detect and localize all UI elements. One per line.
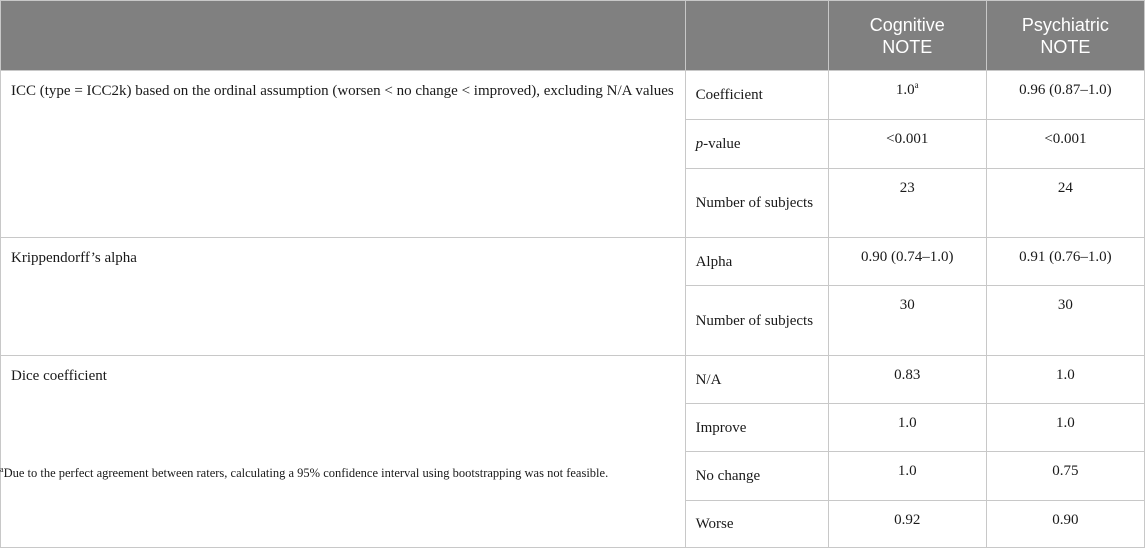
footnote-marker: a [914,80,919,90]
p-value-suffix: -value [703,136,741,152]
header-cognitive-line2: NOTE [882,36,933,57]
cognitive-value: 23 [828,169,986,238]
header-psychiatric-note [986,1,1144,71]
p-italic: p [695,136,704,152]
cognitive-value: 0.92 [828,501,986,548]
psychiatric-value: 1.0 [986,404,1144,452]
psychiatric-value: 1.0 [986,356,1144,404]
stat-label: Alpha [685,238,828,286]
stat-label: N/A [685,356,828,404]
psychiatric-value: 0.90 [986,501,1144,548]
stat-label: Number of subjects [685,169,828,238]
table-row [1,356,1145,404]
cognitive-value: 0.83 [828,356,986,404]
krippendorff-measure-label: Krippendorff’s alpha [1,238,686,356]
table-row [1,71,1145,120]
header-cognitive-note [828,1,986,71]
cognitive-coefficient: 1.0 [895,82,915,98]
psychiatric-value: 24 [986,169,1144,238]
psychiatric-value: 0.75 [986,452,1144,501]
footnote-text: Due to the perfect agreement between raters, calculating a 95% confidence interval using bootstrapping was not feasible. [3,466,609,480]
footnote-marker: a [0,465,4,474]
cognitive-value: 1.0 [828,452,986,501]
stat-label: Coefficient [685,71,828,120]
psychiatric-value: 30 [986,286,1144,356]
header-measure [1,1,686,71]
psychiatric-value: 0.91 (0.76–1.0) [986,238,1144,286]
cognitive-value: 30 [828,286,986,356]
cognitive-value: 1.0 [828,404,986,452]
header-statistic [685,1,828,71]
stat-label: Improve [685,404,828,452]
cognitive-value [828,71,986,120]
cognitive-value: <0.001 [828,120,986,169]
stat-label: No change [685,452,828,501]
table-header [1,1,1145,71]
header-psychiatric-line1: Psychiatric [1021,14,1109,35]
dice-measure-label: Dice coefficient [1,356,686,548]
icc-measure-label: ICC (type = ICC2k) based on the ordinal assumption (worsen < no change < improved), excluding N/A values [1,71,686,238]
table-footnote [0,465,608,481]
stat-label: Worse [685,501,828,548]
header-cognitive-line1: Cognitive [869,14,945,35]
stat-label: Number of subjects [685,286,828,356]
psychiatric-value: <0.001 [986,120,1144,169]
header-psychiatric-line2: NOTE [1040,36,1091,57]
table-row [1,238,1145,286]
psychiatric-value: 0.96 (0.87–1.0) [986,71,1144,120]
stat-label [685,120,828,169]
cognitive-value: 0.90 (0.74–1.0) [828,238,986,286]
